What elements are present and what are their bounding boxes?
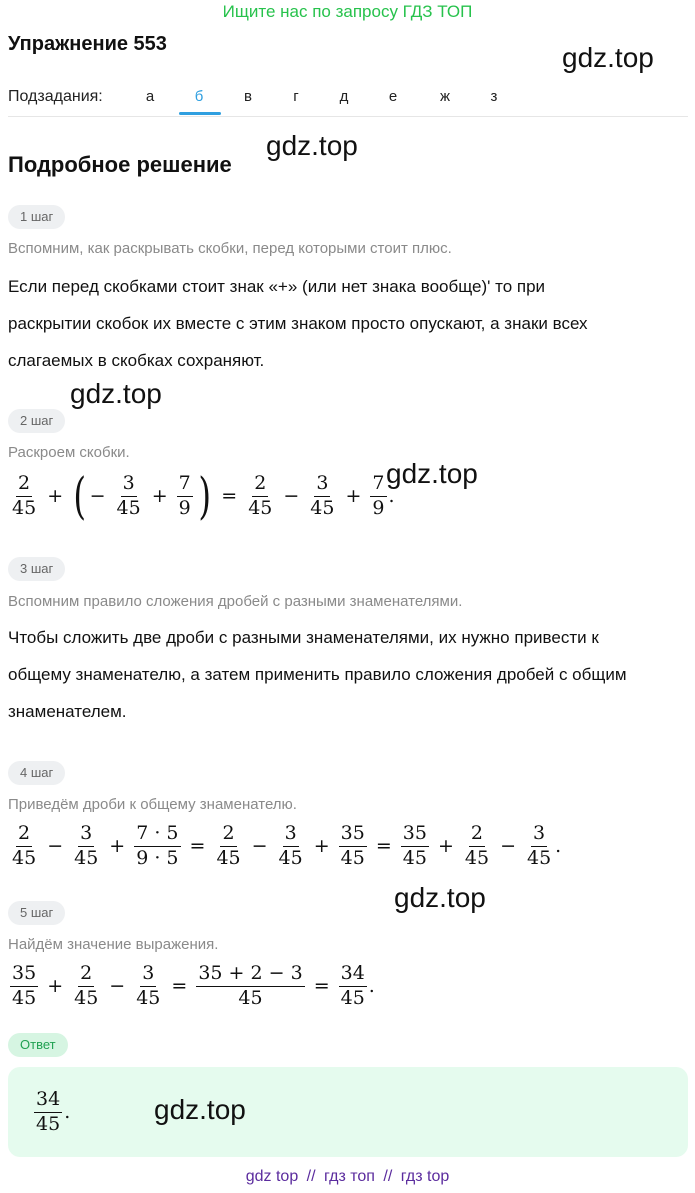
- page-title: Упражнение 553: [8, 33, 167, 55]
- step-badge: 2 шаг: [8, 409, 65, 433]
- fraction: $\frac{2}{45}$: [248, 471, 273, 519]
- math-expression: $\frac{2}{45}$ − $\frac{3}{45}$ + $\frac{7 \cdot 5}{9 \cdot 5}$ = $\frac{2}{45}$ − $\frac{3}{45}$ + $\frac{35}{45}$ = $\frac{35}{45}$ + $\frac{2}{45}$ − $\frac{3}{45}$ .: [12, 821, 562, 869]
- answer-badge: Ответ: [8, 1033, 68, 1057]
- footer-links: [0, 1168, 695, 1186]
- fraction: $\frac{7}{9}$: [178, 471, 191, 519]
- fraction: $\frac{35}{45}$: [340, 821, 365, 869]
- step-hint: Вспомним, как раскрывать скобки, перед которыми стоит плюс.: [8, 240, 452, 257]
- fraction: $\frac{34}{45}$: [36, 1087, 61, 1135]
- watermark: gdz.top: [562, 42, 654, 73]
- search-promo-banner: Ищите нас по запросу ГДЗ ТОП: [222, 2, 473, 21]
- watermark: gdz.top: [70, 378, 162, 409]
- fraction: $\frac{2}{45}$: [216, 821, 241, 869]
- answer-expression: $\frac{34}{45}$ .: [36, 1087, 71, 1135]
- text-line: знаменателем.: [8, 702, 127, 721]
- text-line: Если перед скобками стоит знак «+» (или нет знака вообще)' то при: [8, 277, 546, 296]
- subtasks-label: Подзадания:: [8, 88, 103, 105]
- footer-separator: //: [383, 1168, 393, 1185]
- fraction: $\frac{2}{45}$: [12, 821, 37, 869]
- fraction: $\frac{35}{45}$: [12, 961, 37, 1009]
- subtask-tab-d[interactable]: д: [339, 88, 349, 105]
- step-badge: 5 шаг: [8, 901, 65, 925]
- active-tab-indicator: [179, 112, 221, 115]
- step-hint: Вспомним правило сложения дробей с разными знаменателями.: [8, 593, 463, 610]
- footer-link[interactable]: гдз топ: [324, 1168, 375, 1185]
- solution-heading: Подробное решение: [8, 152, 232, 177]
- fraction: $\frac{3}{45}$: [74, 821, 99, 869]
- text-line: общему знаменателю, а затем применить правило сложения дробей с общим: [8, 665, 627, 684]
- step-text: [8, 619, 688, 730]
- answer-box: [8, 1067, 688, 1157]
- footer-link[interactable]: gdz top: [245, 1168, 299, 1185]
- footer-separator: //: [306, 1168, 316, 1185]
- step-hint: Найдём значение выражения.: [8, 936, 219, 953]
- fraction: $\frac{3}{45}$: [136, 961, 161, 1009]
- subtask-tab-b[interactable]: б: [194, 88, 204, 105]
- fraction: $\frac{3}{45}$: [526, 821, 552, 869]
- subtask-tab-e[interactable]: е: [388, 88, 398, 105]
- footer-link[interactable]: гдз top: [400, 1168, 450, 1185]
- fraction: $\frac{34}{45}$: [340, 961, 365, 1009]
- fraction: $\frac{3}{45}$: [116, 471, 141, 519]
- step-badge: 3 шаг: [8, 557, 65, 581]
- watermark: gdz.top: [266, 130, 358, 161]
- text-line: Чтобы сложить две дроби с разными знаменателями, их нужно привести к: [8, 628, 599, 647]
- step-badge: 4 шаг: [8, 761, 65, 785]
- fraction: $\frac{2}{45}$: [464, 821, 490, 869]
- step-hint: Приведём дроби к общему знаменателю.: [8, 796, 297, 813]
- subtask-tab-v[interactable]: в: [244, 88, 252, 105]
- math-expression: $\frac{2}{45}$ + ( − $\frac{3}{45}$ + $\frac{7}{9}$ ) = $\frac{2}{45}$ − $\frac{3}{45}$ + $\frac{7}{9}$ .: [12, 467, 395, 525]
- math-expression: $\frac{35}{45}$ + $\frac{2}{45}$ − $\frac{3}{45}$ = $\frac{35 + 2 - 3}{45}$ = $\frac{34}{45}$ .: [12, 961, 375, 1009]
- subtask-tab-a[interactable]: а: [145, 88, 155, 105]
- fraction: $\frac{3}{45}$: [310, 471, 335, 519]
- watermark: gdz.top: [154, 1094, 246, 1125]
- fraction: $\frac{3}{45}$: [278, 821, 303, 869]
- watermark: gdz.top: [386, 458, 478, 489]
- watermark: gdz.top: [394, 882, 486, 913]
- subtask-tab-z[interactable]: з: [490, 88, 498, 105]
- fraction: $\frac{2}{45}$: [74, 961, 99, 1009]
- fraction: $\frac{35 + 2 - 3}{45}$: [198, 961, 303, 1009]
- step-badge: 1 шаг: [8, 205, 65, 229]
- subtask-tab-zh[interactable]: ж: [439, 88, 451, 105]
- text-line: слагаемых в скобках сохраняют.: [8, 351, 265, 370]
- text-line: раскрытии скобок их вместе с этим знаком просто опускают, а знаки всех: [8, 314, 588, 333]
- subtask-tab-g[interactable]: г: [293, 88, 299, 105]
- subtasks-bar: [8, 78, 688, 117]
- step-hint: Раскроем скобки.: [8, 444, 130, 461]
- fraction: $\frac{35}{45}$: [402, 821, 427, 869]
- step-text: [8, 268, 688, 379]
- fraction: $\frac{7}{9}$: [372, 471, 385, 519]
- fraction: $\frac{7 \cdot 5}{9 \cdot 5}$: [136, 821, 179, 869]
- fraction: $\frac{2}{45}$: [12, 471, 37, 519]
